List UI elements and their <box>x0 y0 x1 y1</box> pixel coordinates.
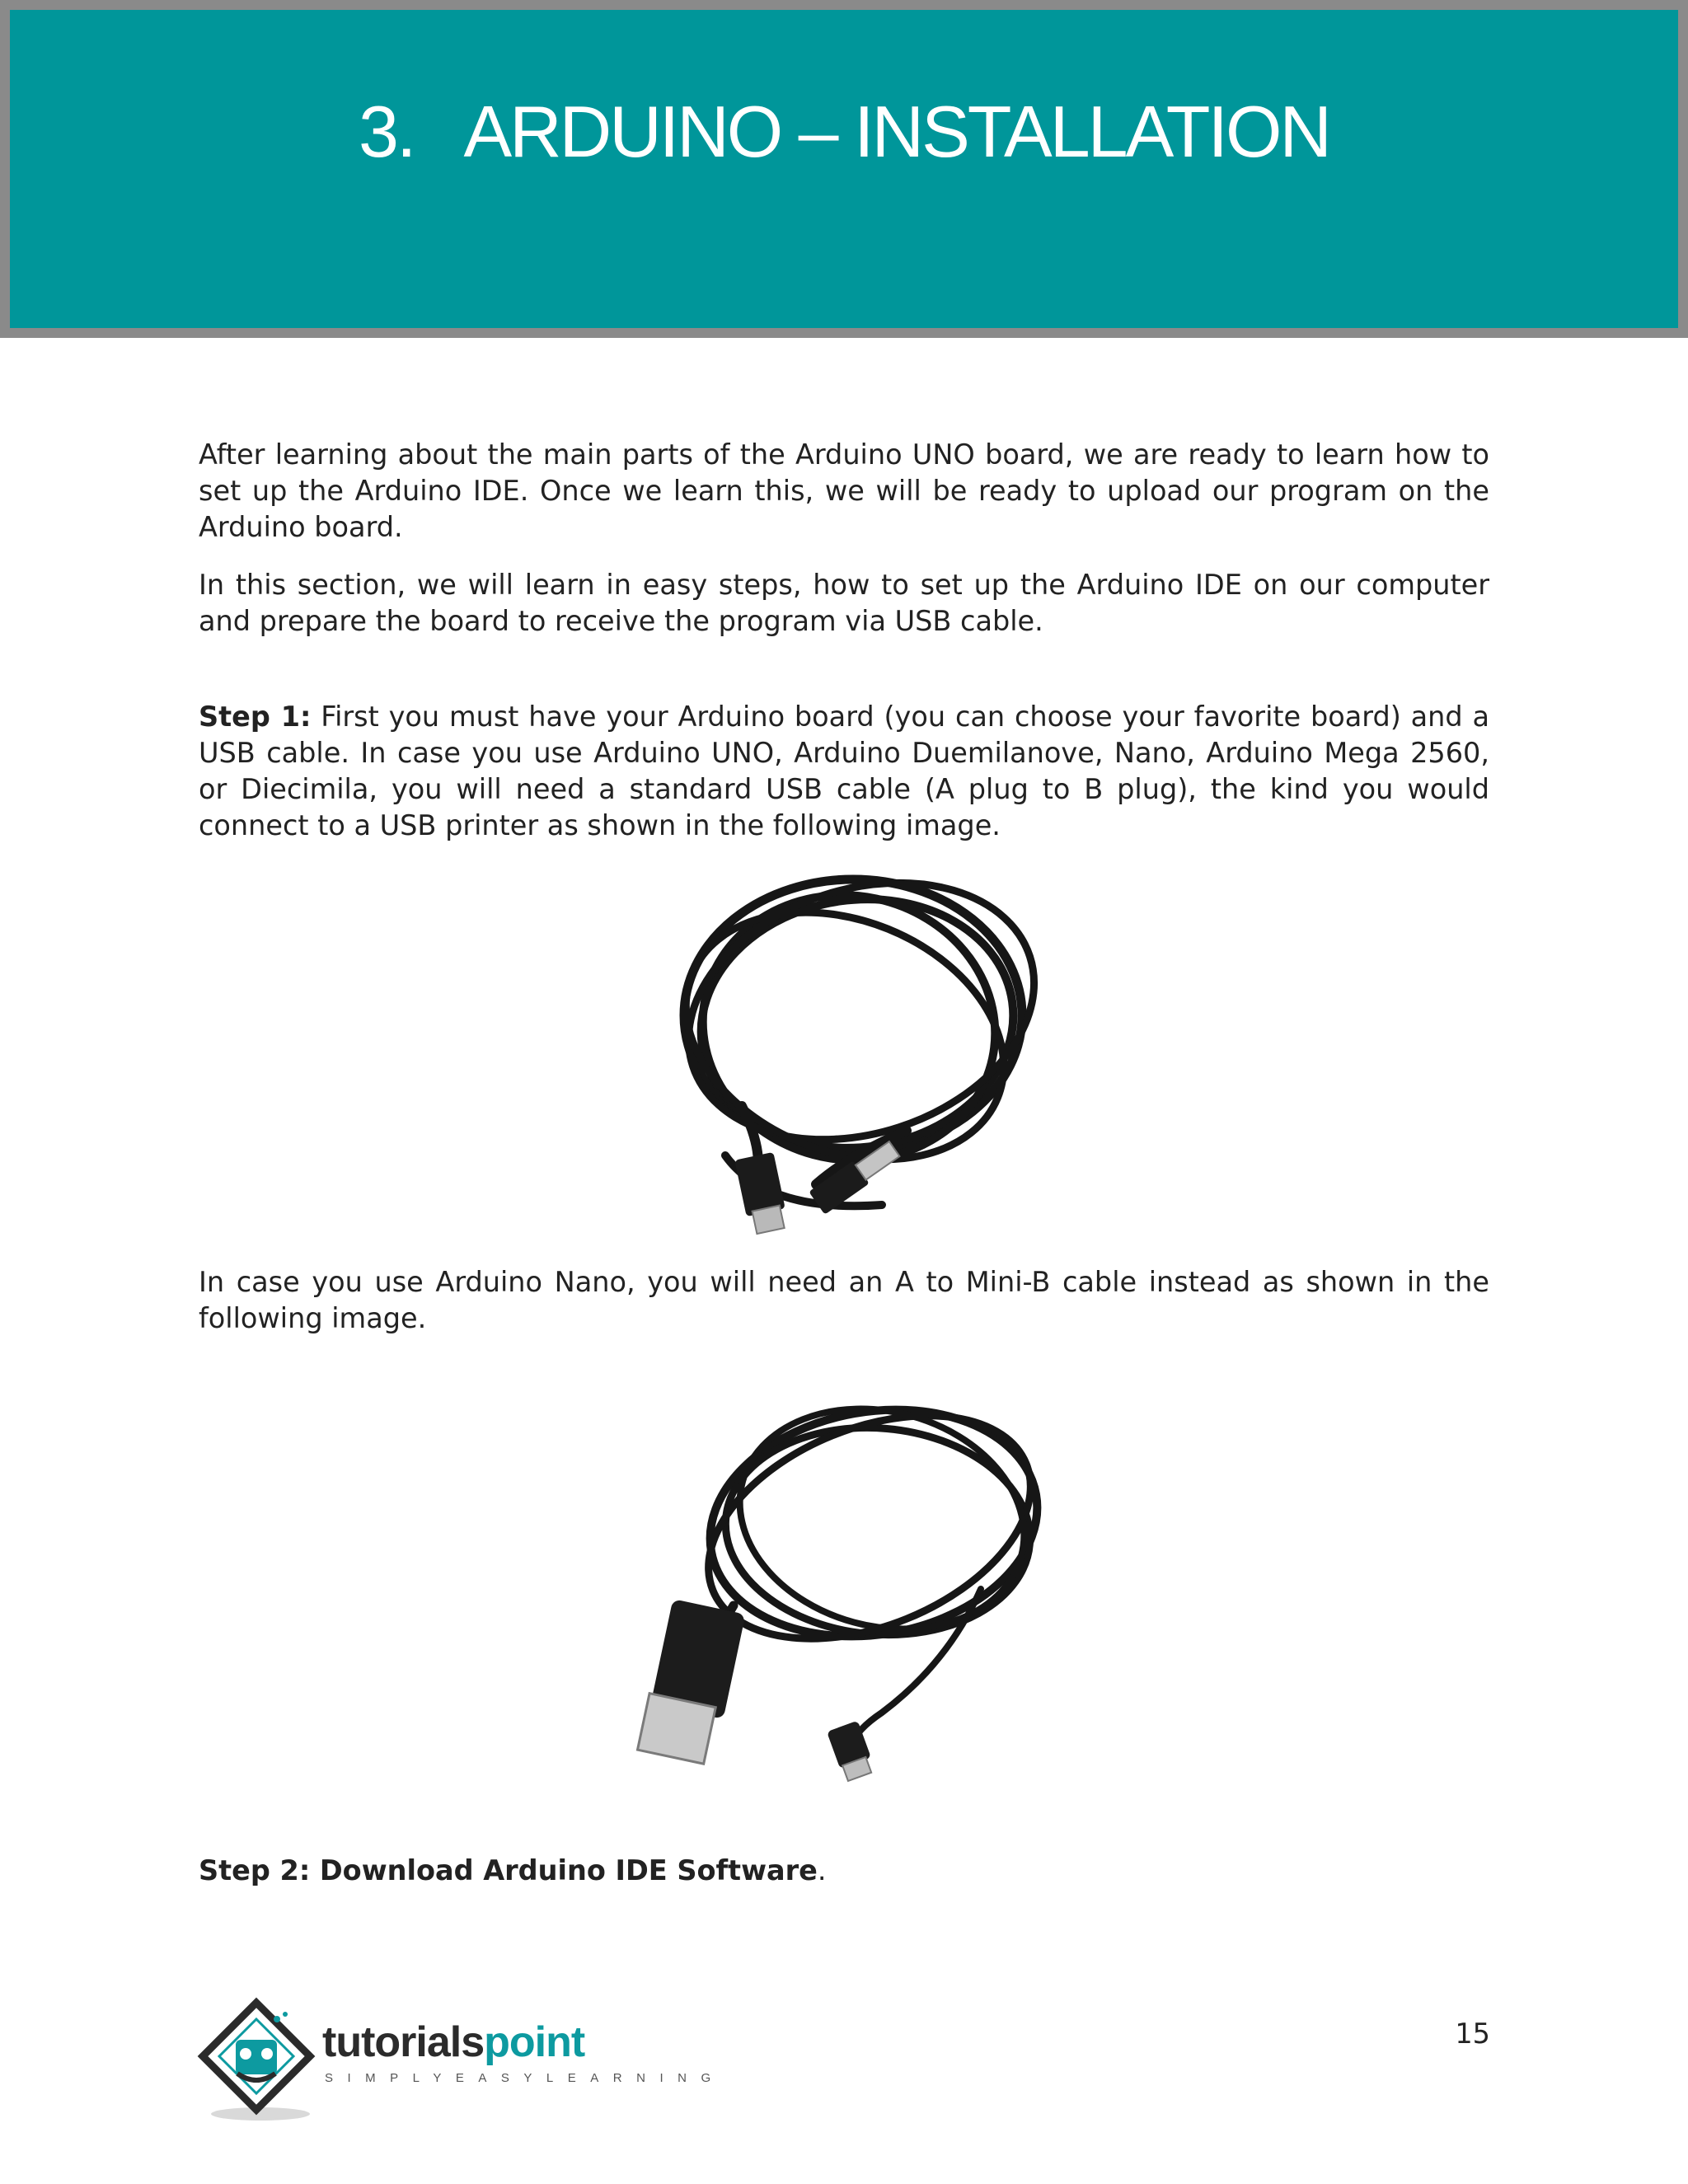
logo-wordmark <box>322 2018 584 2067</box>
chapter-header <box>0 0 1688 338</box>
logo-emblem-icon <box>195 1994 318 2126</box>
step-2-label: Step 2: Download Arduino IDE Software <box>199 1854 818 1886</box>
step-2-paragraph <box>199 1853 827 1889</box>
chapter-number: 3. <box>359 91 415 172</box>
chapter-title-text: ARDUINO – INSTALLATION <box>463 91 1329 172</box>
logo-word-point: point <box>484 2018 585 2066</box>
logo-tagline: SIMPLYEASYLEARNING <box>325 2071 725 2085</box>
tutorialspoint-logo <box>195 1994 725 2126</box>
intro-paragraph: After learning about the main parts of the Arduino UNO board, we are ready to learn how to set up the Arduino IDE. Once we learn this, we will be ready to upload our program on the Arduino board. <box>199 438 1489 543</box>
usb-a-to-mini-b-cable-image <box>635 1399 1057 1793</box>
page-number: 15 <box>1455 2018 1490 2050</box>
step-1-paragraph <box>199 699 1489 844</box>
nano-paragraph: In case you use Arduino Nano, you will need an A to Mini-B cable instead as shown in the following image. <box>199 1266 1489 1334</box>
chapter-title <box>0 91 1688 173</box>
logo-word-tutorials: tutorials <box>322 2018 485 2066</box>
usb-mini-cable-drawing <box>635 1399 1057 1793</box>
section-paragraph: In this section, we will learn in easy steps, how to set up the Arduino IDE on our computer and prepare the board to receive the program via USB cable. <box>199 569 1489 637</box>
step-1-text: First you must have your Arduino board (you can choose your favorite board) and a USB cable. In case you use Arduino UNO, Arduino Duemilanove, Nano, Arduino Mega 2560, or Diecimila, you will need a standard USB cable (A plug to B plug), the kind you would connect to a USB printer as shown in the following image. <box>199 701 1489 841</box>
step-2-end: . <box>817 1854 827 1886</box>
step-1-label: Step 1: <box>199 701 312 733</box>
usb-a-to-b-cable-image <box>635 859 1057 1238</box>
usb-a-to-b-cable-drawing <box>635 859 1057 1238</box>
